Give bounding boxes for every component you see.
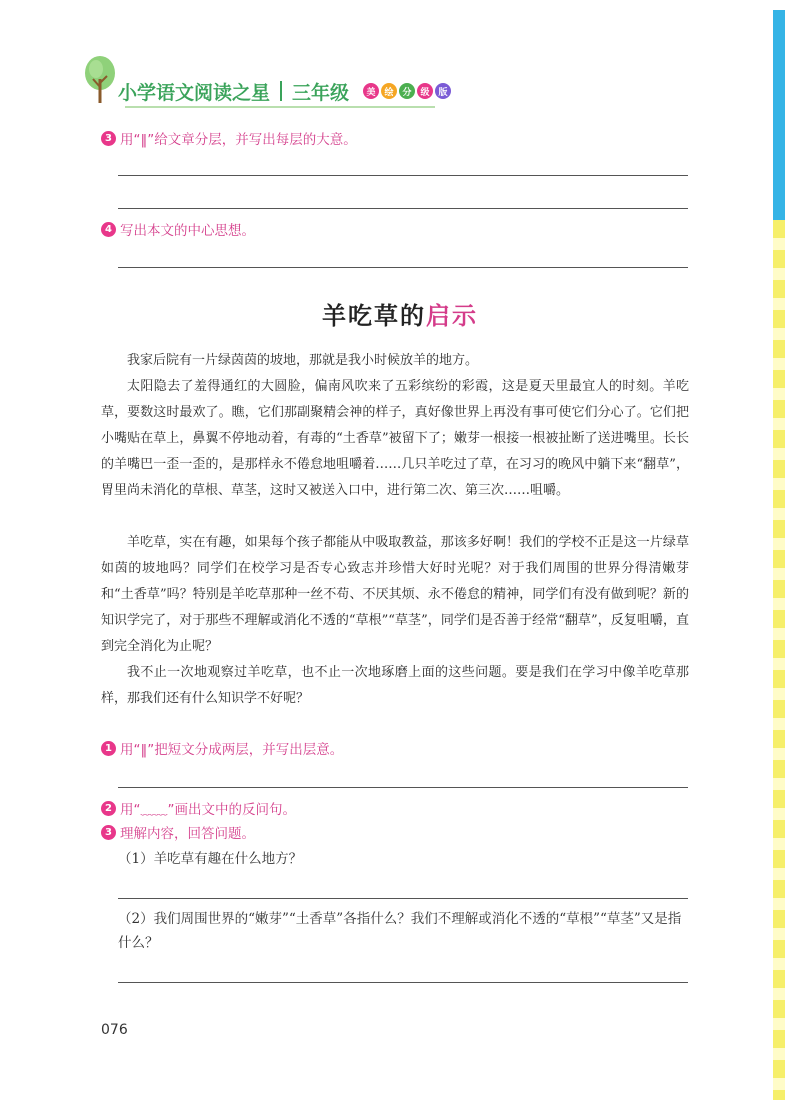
side-stripe-yellow	[773, 220, 785, 1100]
answer-line[interactable]	[118, 267, 688, 268]
question-text: 理解内容，回答问题。	[120, 826, 255, 842]
question-number-badge: 3	[101, 131, 116, 146]
article-title	[0, 296, 800, 331]
article-title-part1: 羊吃草的	[322, 301, 426, 330]
edition-badge-char: 版	[435, 83, 451, 99]
edition-badge-char: 分	[399, 83, 415, 99]
tree-logo-icon	[82, 55, 118, 105]
question-text: 用“﹏﹏”画出文中的反问句。	[120, 802, 296, 818]
sub-question-2: （2）我们周围世界的“嫩芽”“土香草”各指什么？我们不理解或消化不透的“草根”“草茎”又是指什么？	[118, 911, 682, 951]
side-stripe-blue	[773, 10, 785, 220]
article-paragraph: 我不止一次地观察过羊吃草，也不止一次地琢磨上面的这些问题。要是我们在学习中像羊吃草那样，那我们还有什么知识学不好呢？	[101, 665, 689, 706]
prev-question-4	[101, 219, 255, 239]
edition-badge-char: 绘	[381, 83, 397, 99]
answer-line[interactable]	[118, 787, 688, 788]
question-2	[101, 798, 296, 818]
question-3	[101, 822, 255, 842]
question-text: 用“‖”把短文分成两层，并写出层意。	[120, 742, 344, 758]
book-title: 小学语文阅读之星	[118, 81, 271, 104]
article-paragraph: 羊吃草，实在有趣，如果每个孩子都能从中吸取教益，那该多好啊！我们的学校不正是这一片绿草如茵的坡地吗？同学们在校学习是否专心致志并珍惜大好时光呢？对于我们周围的世界分得清嫩芽和“土香草”吗？特别是羊吃草那种一丝不苟、不厌其烦、永不倦怠的精神，同学们有没有做到呢？新的知识学完了，对于那些不理解或消化不透的“草根”“草茎”，同学们是否善于经常“翻草”，反复咀嚼，直到完全消化为止呢？	[101, 535, 689, 654]
question-text: 写出本文的中心思想。	[120, 223, 255, 239]
answer-line[interactable]	[118, 175, 688, 176]
question-text: 用“‖”给文章分层，并写出每层的大意。	[120, 132, 357, 148]
answer-line[interactable]	[118, 982, 688, 983]
question-number-badge: 1	[101, 741, 116, 756]
question-number-badge: 3	[101, 825, 116, 840]
answer-line[interactable]	[118, 898, 688, 899]
header-title	[118, 76, 453, 106]
grade-label: 三年级	[292, 81, 350, 104]
edition-badge-char: 级	[417, 83, 433, 99]
question-1	[101, 738, 343, 758]
article-title-part2: 启示	[426, 301, 478, 330]
answer-line[interactable]	[118, 208, 688, 209]
sub-question-1: （1）羊吃草有趣在什么地方？	[118, 851, 303, 867]
edition-badge-char: 美	[363, 83, 379, 99]
question-number-badge: 4	[101, 222, 116, 237]
edition-badge	[363, 83, 453, 99]
question-number-badge: 2	[101, 801, 116, 816]
article-paragraph: 太阳隐去了羞得通红的大圆脸，偏南风吹来了五彩缤纷的彩霞，这是夏天里最宜人的时刻。羊吃草，要数这时最欢了。瞧，它们那副聚精会神的样子，真好像世界上再没有事可使它们分心了。它们把小嘴贴在草上，鼻翼不停地动着，有毒的“土香草”被留下了；嫩芽一根接一根被扯断了送进嘴里。长长的羊嘴巴一歪一歪的，是那样永不倦怠地咀嚼着……几只羊吃过了草，在习习的晚风中躺下来“翻草”，胃里尚未消化的草根、草茎，这时又被送入口中，进行第二次、第三次……咀嚼。	[101, 379, 689, 498]
header-separator	[280, 81, 282, 101]
prev-question-3	[101, 128, 357, 148]
header-underline	[125, 106, 435, 108]
article-paragraph: 我家后院有一片绿茵茵的坡地，那就是我小时候放羊的地方。	[127, 353, 479, 368]
page-number: 076	[101, 1022, 128, 1038]
